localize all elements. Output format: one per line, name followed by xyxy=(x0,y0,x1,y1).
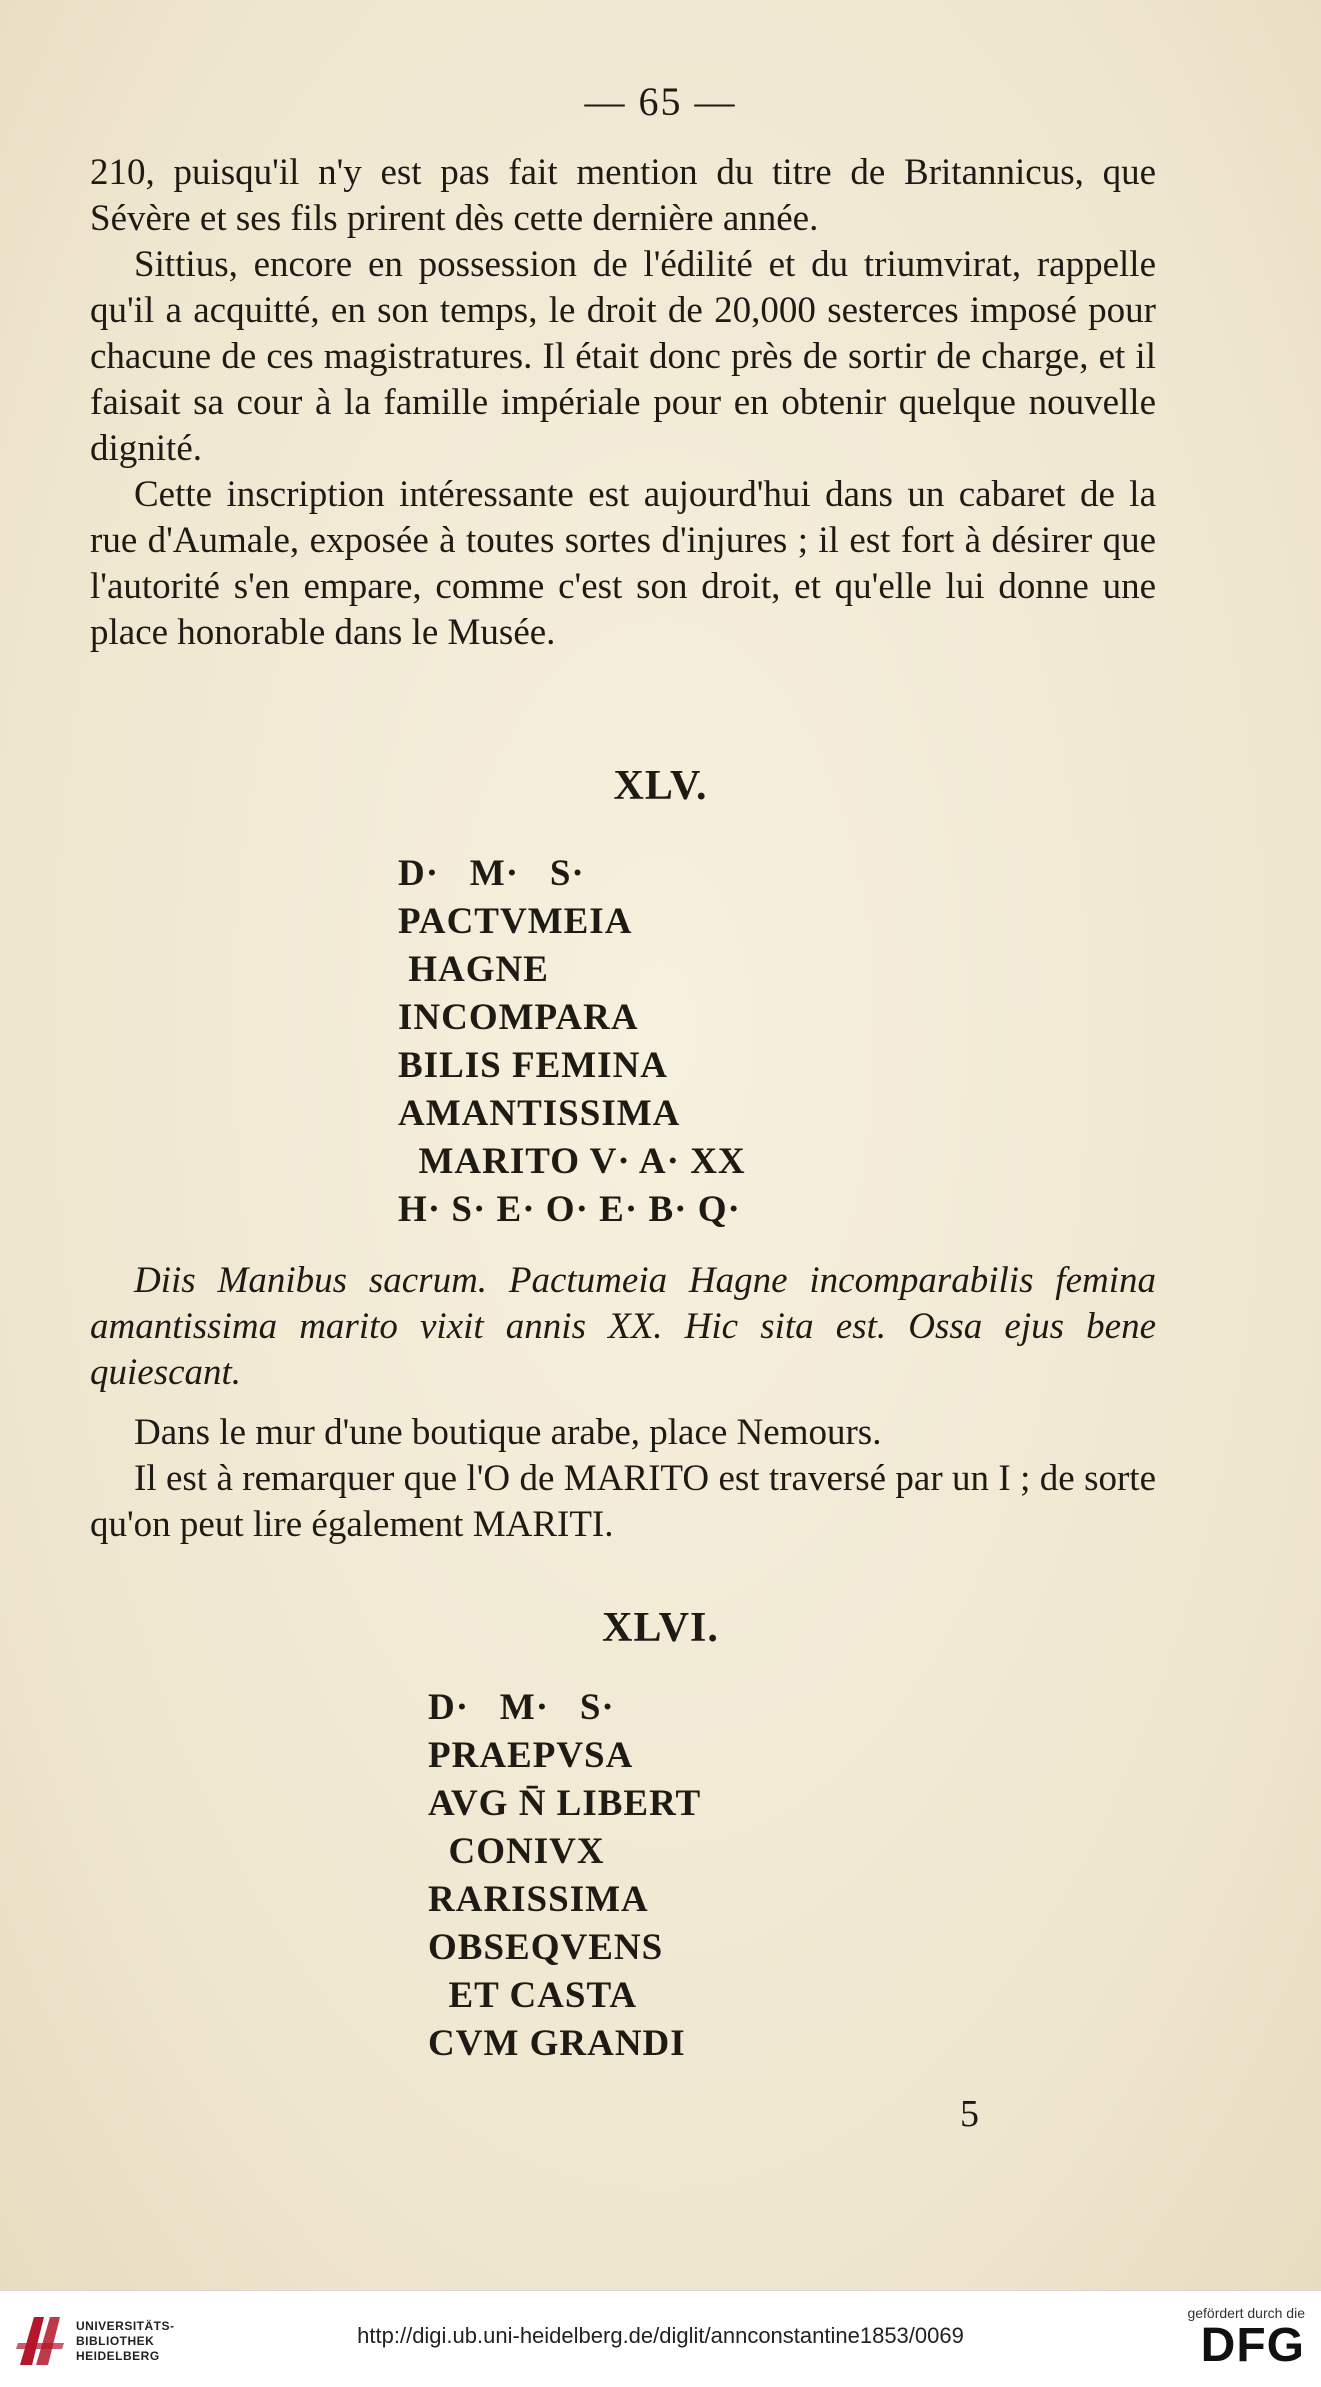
paragraph-sittius: Sittius, encore en possession de l'édilité et du triumvirat, rappelle qu'il a acquitté, en son temps, le droit de 20,000 sesterces imposé pour chacune de ces magistratures. Il était donc près de sortir de charge, et il faisait sa cour à la famille impériale pour en obtenir quelque nouvelle dignité. xyxy=(90,244,1156,469)
note-xlv: Il est à remarquer que l'O de MARITO est traversé par un I ; de sorte qu'on peut lire également MARITI. xyxy=(90,1458,1156,1545)
inscription-xlv xyxy=(398,850,746,1234)
inscription-line: OBSEQVENS xyxy=(428,1927,664,1968)
paragraph-continuation: 210, puisqu'il n'y est pas fait mention du titre de Britannicus, que Sévère et ses fils prirent dès cette dernière année. xyxy=(90,152,1156,239)
inscription-line: D· M· S· xyxy=(398,853,585,894)
inscription-line: CVM GRANDI xyxy=(428,2023,686,2064)
inscription-line: PACTVMEIA xyxy=(398,901,633,942)
inscription-line: MARITO V· A· XX xyxy=(398,1141,746,1182)
inscription-line: D· M· S· xyxy=(428,1687,615,1728)
inscription-line: HAGNE xyxy=(398,949,549,990)
inscription-line: CONIVX xyxy=(428,1831,605,1872)
inscription-line: RARISSIMA xyxy=(428,1879,649,1920)
signature-mark: 5 xyxy=(960,2093,979,2135)
translation-xlv: Diis Manibus sacrum. Pactumeia Hagne incomparabilis femina amantissima marito vixit annis XX. Hic sita est. Ossa ejus bene quiescant. xyxy=(90,1260,1156,1393)
inscription-line: PRAEPVSA xyxy=(428,1735,634,1776)
library-name: UNIVERSITÄTS- BIBLIOTHEK HEIDELBERG xyxy=(76,2319,175,2363)
inscription-xlvi xyxy=(428,1684,701,2068)
inscription-line: INCOMPARA xyxy=(398,997,639,1038)
page-url-link[interactable]: http://digi.ub.uni-heidelberg.de/diglit/annconstantine1853/0069 xyxy=(357,2323,964,2348)
inscription-line: AMANTISSIMA xyxy=(398,1093,681,1134)
dfg-logo[interactable] xyxy=(1170,2305,1305,2375)
inscription-line: ET CASTA xyxy=(428,1975,638,2016)
funder-caption: gefördert durch die xyxy=(1187,2305,1305,2321)
paragraph-inscription-location: Cette inscription intéressante est aujourd'hui dans un cabaret de la rue d'Aumale, exposée à toutes sortes d'injures ; il est fort à désirer que l'autorité s'en empare, comme c'est son droit, et qu'elle lui donne une place honorable dans le Musée. xyxy=(90,474,1156,653)
location-xlv: Dans le mur d'une boutique arabe, place Nemours. xyxy=(134,1412,882,1453)
body-text-top xyxy=(90,150,1156,656)
body-text-xlv xyxy=(90,1258,1156,1548)
inscription-line: AVG N̄ LIBERT xyxy=(428,1783,702,1824)
page-number: — 65 — xyxy=(584,79,737,124)
viewer-footer xyxy=(0,2290,1321,2387)
section-numeral-xlvi: XLVI. xyxy=(602,1605,719,1651)
inscription-line: H· S· E· O· E· B· Q· xyxy=(398,1189,741,1230)
funder-logo-text: DFG xyxy=(1200,2319,1305,2372)
inscription-line: BILIS FEMINA xyxy=(398,1045,669,1086)
section-numeral-xlv: XLV. xyxy=(613,763,708,809)
